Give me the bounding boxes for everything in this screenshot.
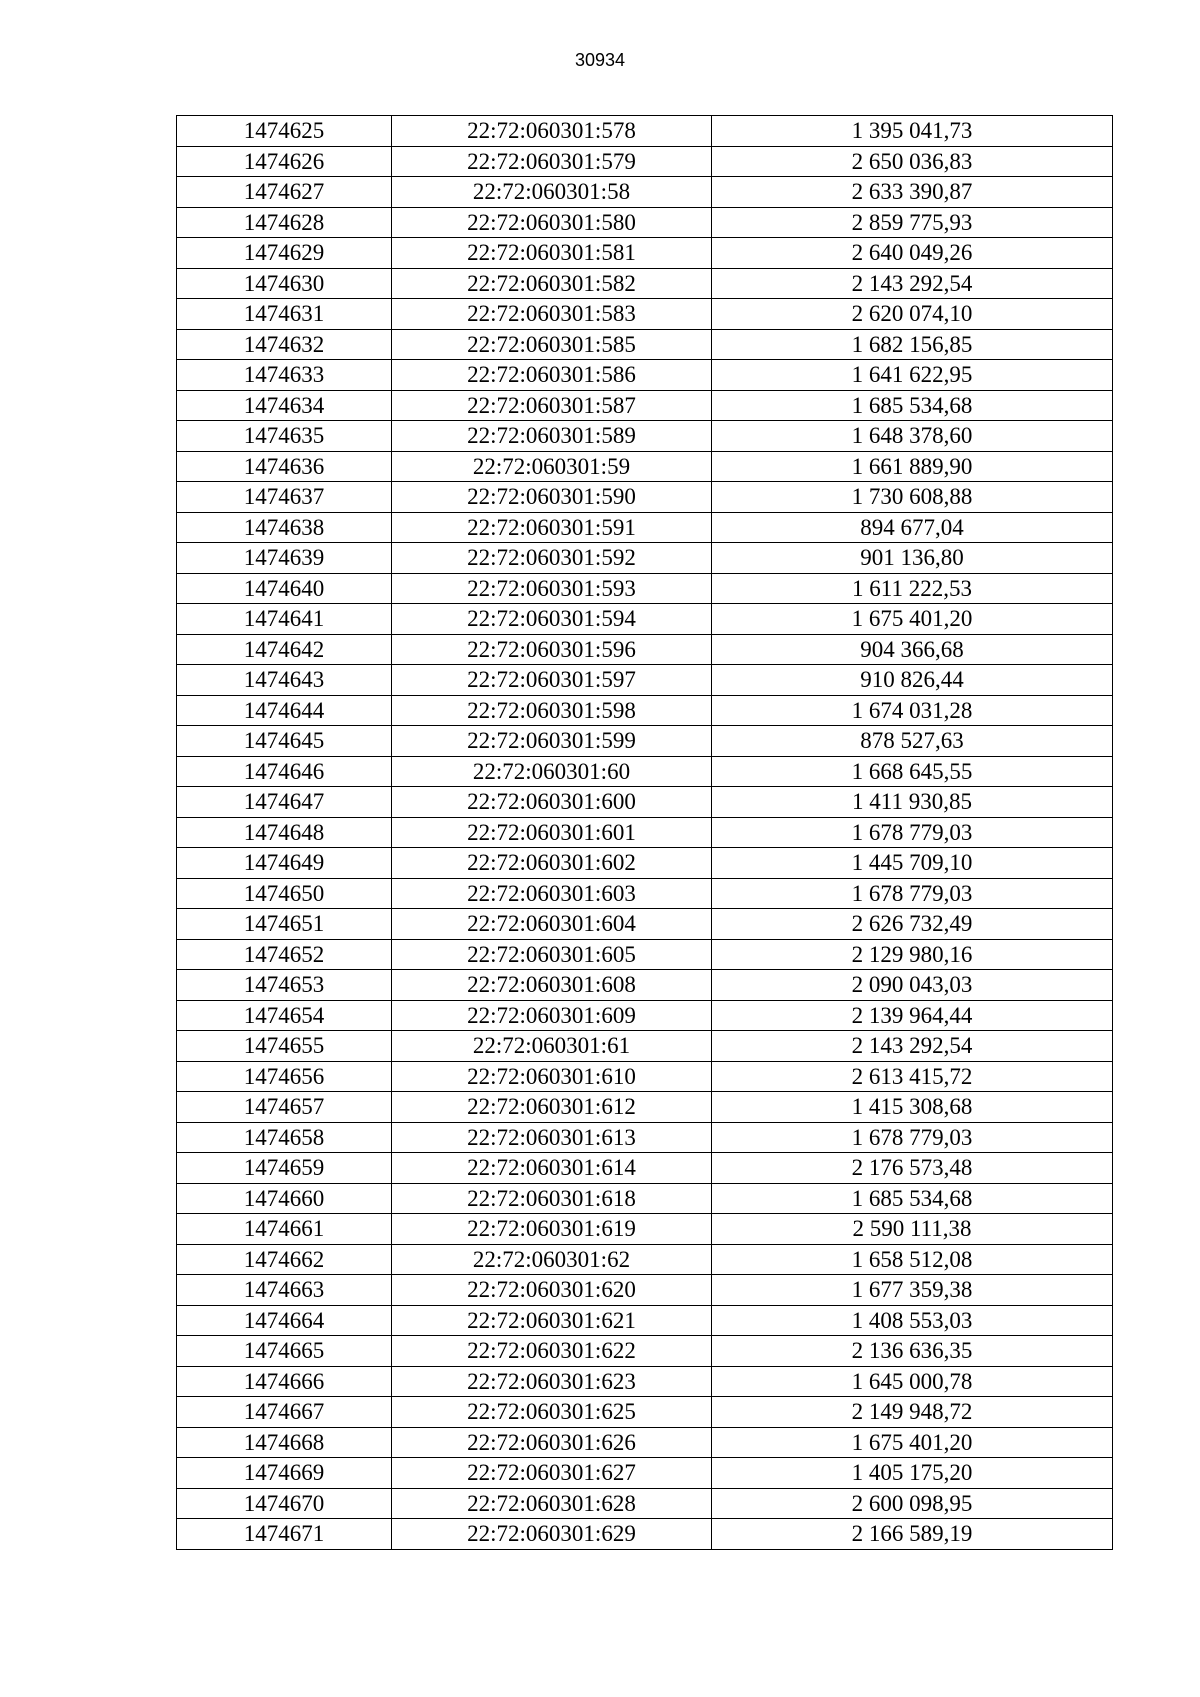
cadastral-number-cell: 22:72:060301:580 bbox=[392, 207, 712, 238]
cadastral-value-cell: 1 678 779,03 bbox=[712, 817, 1113, 848]
cadastral-value-cell: 1 675 401,20 bbox=[712, 604, 1113, 635]
cadastral-number-cell: 22:72:060301:586 bbox=[392, 360, 712, 391]
table-row bbox=[177, 970, 1113, 1001]
record-number-cell: 1474661 bbox=[177, 1214, 392, 1245]
record-number-cell: 1474655 bbox=[177, 1031, 392, 1062]
cadastral-number-cell: 22:72:060301:626 bbox=[392, 1427, 712, 1458]
cadastral-number-cell: 22:72:060301:597 bbox=[392, 665, 712, 696]
table-row bbox=[177, 207, 1113, 238]
table-row bbox=[177, 1275, 1113, 1306]
cadastral-value-cell: 1 411 930,85 bbox=[712, 787, 1113, 818]
table-row bbox=[177, 1366, 1113, 1397]
cadastral-value-cell: 2 143 292,54 bbox=[712, 268, 1113, 299]
record-number-cell: 1474645 bbox=[177, 726, 392, 757]
table-row bbox=[177, 116, 1113, 147]
record-number-cell: 1474654 bbox=[177, 1000, 392, 1031]
cadastral-number-cell: 22:72:060301:585 bbox=[392, 329, 712, 360]
cadastral-number-cell: 22:72:060301:621 bbox=[392, 1305, 712, 1336]
cadastral-value-cell: 2 166 589,19 bbox=[712, 1519, 1113, 1550]
record-number-cell: 1474626 bbox=[177, 146, 392, 177]
cadastral-number-cell: 22:72:060301:619 bbox=[392, 1214, 712, 1245]
record-number-cell: 1474656 bbox=[177, 1061, 392, 1092]
record-number-cell: 1474634 bbox=[177, 390, 392, 421]
cadastral-number-cell: 22:72:060301:601 bbox=[392, 817, 712, 848]
table-row bbox=[177, 1122, 1113, 1153]
record-number-cell: 1474652 bbox=[177, 939, 392, 970]
table-row bbox=[177, 695, 1113, 726]
record-number-cell: 1474666 bbox=[177, 1366, 392, 1397]
table-row bbox=[177, 329, 1113, 360]
cadastral-number-cell: 22:72:060301:582 bbox=[392, 268, 712, 299]
table-row bbox=[177, 604, 1113, 635]
table-row bbox=[177, 1458, 1113, 1489]
cadastral-value-cell: 2 600 098,95 bbox=[712, 1488, 1113, 1519]
cadastral-value-cell: 2 620 074,10 bbox=[712, 299, 1113, 330]
page-number: 30934 bbox=[574, 50, 626, 70]
cadastral-value-cell: 2 090 043,03 bbox=[712, 970, 1113, 1001]
cadastral-value-cell: 1 682 156,85 bbox=[712, 329, 1113, 360]
cadastral-number-cell: 22:72:060301:598 bbox=[392, 695, 712, 726]
cadastral-number-cell: 22:72:060301:613 bbox=[392, 1122, 712, 1153]
cadastral-number-cell: 22:72:060301:61 bbox=[392, 1031, 712, 1062]
cadastral-number-cell: 22:72:060301:628 bbox=[392, 1488, 712, 1519]
record-number-cell: 1474659 bbox=[177, 1153, 392, 1184]
cadastral-value-cell: 2 136 636,35 bbox=[712, 1336, 1113, 1367]
record-number-cell: 1474649 bbox=[177, 848, 392, 879]
cadastral-value-cell: 904 366,68 bbox=[712, 634, 1113, 665]
cadastral-number-cell: 22:72:060301:604 bbox=[392, 909, 712, 940]
cadastral-value-cell: 910 826,44 bbox=[712, 665, 1113, 696]
cadastral-value-cell: 2 139 964,44 bbox=[712, 1000, 1113, 1031]
record-number-cell: 1474631 bbox=[177, 299, 392, 330]
record-number-cell: 1474658 bbox=[177, 1122, 392, 1153]
cadastral-number-cell: 22:72:060301:62 bbox=[392, 1244, 712, 1275]
cadastral-number-cell: 22:72:060301:590 bbox=[392, 482, 712, 513]
cadastral-value-cell: 1 685 534,68 bbox=[712, 1183, 1113, 1214]
record-number-cell: 1474636 bbox=[177, 451, 392, 482]
cadastral-value-cell: 901 136,80 bbox=[712, 543, 1113, 574]
cadastral-value-cell: 1 648 378,60 bbox=[712, 421, 1113, 452]
record-number-cell: 1474630 bbox=[177, 268, 392, 299]
record-number-cell: 1474671 bbox=[177, 1519, 392, 1550]
record-number-cell: 1474639 bbox=[177, 543, 392, 574]
table-row bbox=[177, 482, 1113, 513]
cadastral-number-cell: 22:72:060301:623 bbox=[392, 1366, 712, 1397]
record-number-cell: 1474650 bbox=[177, 878, 392, 909]
cadastral-number-cell: 22:72:060301:579 bbox=[392, 146, 712, 177]
table-row bbox=[177, 787, 1113, 818]
cadastral-value-cell: 2 176 573,48 bbox=[712, 1153, 1113, 1184]
cadastral-value-cell: 878 527,63 bbox=[712, 726, 1113, 757]
record-number-cell: 1474667 bbox=[177, 1397, 392, 1428]
cadastral-number-cell: 22:72:060301:627 bbox=[392, 1458, 712, 1489]
table-row bbox=[177, 1061, 1113, 1092]
cadastral-value-cell: 2 149 948,72 bbox=[712, 1397, 1113, 1428]
cadastral-value-cell: 2 613 415,72 bbox=[712, 1061, 1113, 1092]
record-number-cell: 1474638 bbox=[177, 512, 392, 543]
cadastral-value-cell: 2 650 036,83 bbox=[712, 146, 1113, 177]
table-row bbox=[177, 299, 1113, 330]
cadastral-number-cell: 22:72:060301:593 bbox=[392, 573, 712, 604]
table-row bbox=[177, 1214, 1113, 1245]
cadastral-number-cell: 22:72:060301:610 bbox=[392, 1061, 712, 1092]
table-row bbox=[177, 909, 1113, 940]
cadastral-value-cell: 2 633 390,87 bbox=[712, 177, 1113, 208]
cadastral-number-cell: 22:72:060301:596 bbox=[392, 634, 712, 665]
record-number-cell: 1474670 bbox=[177, 1488, 392, 1519]
table-row bbox=[177, 421, 1113, 452]
cadastral-number-cell: 22:72:060301:589 bbox=[392, 421, 712, 452]
cadastral-number-cell: 22:72:060301:59 bbox=[392, 451, 712, 482]
record-number-cell: 1474632 bbox=[177, 329, 392, 360]
cadastral-value-cell: 1 678 779,03 bbox=[712, 878, 1113, 909]
cadastral-value-cell: 1 445 709,10 bbox=[712, 848, 1113, 879]
cadastral-number-cell: 22:72:060301:592 bbox=[392, 543, 712, 574]
table-row bbox=[177, 1000, 1113, 1031]
table-row bbox=[177, 1427, 1113, 1458]
record-number-cell: 1474642 bbox=[177, 634, 392, 665]
table-row bbox=[177, 1153, 1113, 1184]
cadastral-number-cell: 22:72:060301:620 bbox=[392, 1275, 712, 1306]
table-row bbox=[177, 878, 1113, 909]
cadastral-value-cell: 1 674 031,28 bbox=[712, 695, 1113, 726]
table-row bbox=[177, 817, 1113, 848]
record-number-cell: 1474657 bbox=[177, 1092, 392, 1123]
record-number-cell: 1474653 bbox=[177, 970, 392, 1001]
cadastral-value-cell: 1 658 512,08 bbox=[712, 1244, 1113, 1275]
registry-table bbox=[176, 115, 1113, 1550]
table-row bbox=[177, 1244, 1113, 1275]
cadastral-value-cell: 1 661 889,90 bbox=[712, 451, 1113, 482]
record-number-cell: 1474646 bbox=[177, 756, 392, 787]
cadastral-number-cell: 22:72:060301:605 bbox=[392, 939, 712, 970]
table-row bbox=[177, 1183, 1113, 1214]
record-number-cell: 1474651 bbox=[177, 909, 392, 940]
table-row bbox=[177, 1397, 1113, 1428]
cadastral-number-cell: 22:72:060301:578 bbox=[392, 116, 712, 147]
cadastral-number-cell: 22:72:060301:614 bbox=[392, 1153, 712, 1184]
cadastral-number-cell: 22:72:060301:609 bbox=[392, 1000, 712, 1031]
record-number-cell: 1474662 bbox=[177, 1244, 392, 1275]
table-row bbox=[177, 177, 1113, 208]
table-row bbox=[177, 1305, 1113, 1336]
cadastral-number-cell: 22:72:060301:629 bbox=[392, 1519, 712, 1550]
record-number-cell: 1474627 bbox=[177, 177, 392, 208]
table-row bbox=[177, 390, 1113, 421]
cadastral-value-cell: 1 730 608,88 bbox=[712, 482, 1113, 513]
table-row bbox=[177, 1488, 1113, 1519]
cadastral-number-cell: 22:72:060301:618 bbox=[392, 1183, 712, 1214]
record-number-cell: 1474641 bbox=[177, 604, 392, 635]
cadastral-value-cell: 2 640 049,26 bbox=[712, 238, 1113, 269]
cadastral-value-cell: 1 611 222,53 bbox=[712, 573, 1113, 604]
cadastral-value-cell: 2 143 292,54 bbox=[712, 1031, 1113, 1062]
cadastral-value-cell: 1 645 000,78 bbox=[712, 1366, 1113, 1397]
table-row bbox=[177, 146, 1113, 177]
table-row bbox=[177, 238, 1113, 269]
table-row bbox=[177, 1031, 1113, 1062]
table-row bbox=[177, 726, 1113, 757]
table-row bbox=[177, 573, 1113, 604]
record-number-cell: 1474637 bbox=[177, 482, 392, 513]
record-number-cell: 1474629 bbox=[177, 238, 392, 269]
cadastral-value-cell: 1 677 359,38 bbox=[712, 1275, 1113, 1306]
table-row bbox=[177, 939, 1113, 970]
table-row bbox=[177, 451, 1113, 482]
record-number-cell: 1474660 bbox=[177, 1183, 392, 1214]
cadastral-value-cell: 1 405 175,20 bbox=[712, 1458, 1113, 1489]
cadastral-number-cell: 22:72:060301:608 bbox=[392, 970, 712, 1001]
cadastral-number-cell: 22:72:060301:599 bbox=[392, 726, 712, 757]
record-number-cell: 1474647 bbox=[177, 787, 392, 818]
cadastral-value-cell: 1 415 308,68 bbox=[712, 1092, 1113, 1123]
cadastral-number-cell: 22:72:060301:594 bbox=[392, 604, 712, 635]
record-number-cell: 1474640 bbox=[177, 573, 392, 604]
record-number-cell: 1474644 bbox=[177, 695, 392, 726]
cadastral-number-cell: 22:72:060301:583 bbox=[392, 299, 712, 330]
record-number-cell: 1474633 bbox=[177, 360, 392, 391]
record-number-cell: 1474635 bbox=[177, 421, 392, 452]
cadastral-value-cell: 1 675 401,20 bbox=[712, 1427, 1113, 1458]
cadastral-value-cell: 2 859 775,93 bbox=[712, 207, 1113, 238]
table-row bbox=[177, 512, 1113, 543]
record-number-cell: 1474643 bbox=[177, 665, 392, 696]
record-number-cell: 1474648 bbox=[177, 817, 392, 848]
table-row bbox=[177, 360, 1113, 391]
cadastral-value-cell: 894 677,04 bbox=[712, 512, 1113, 543]
table-row bbox=[177, 848, 1113, 879]
record-number-cell: 1474665 bbox=[177, 1336, 392, 1367]
cadastral-value-cell: 1 641 622,95 bbox=[712, 360, 1113, 391]
table-row bbox=[177, 1519, 1113, 1550]
cadastral-value-cell: 1 408 553,03 bbox=[712, 1305, 1113, 1336]
cadastral-value-cell: 1 395 041,73 bbox=[712, 116, 1113, 147]
table-row bbox=[177, 1092, 1113, 1123]
cadastral-number-cell: 22:72:060301:612 bbox=[392, 1092, 712, 1123]
cadastral-value-cell: 1 685 534,68 bbox=[712, 390, 1113, 421]
table-row bbox=[177, 634, 1113, 665]
table-row bbox=[177, 543, 1113, 574]
cadastral-number-cell: 22:72:060301:602 bbox=[392, 848, 712, 879]
table-row bbox=[177, 756, 1113, 787]
table-row bbox=[177, 665, 1113, 696]
cadastral-number-cell: 22:72:060301:581 bbox=[392, 238, 712, 269]
registry-table-body bbox=[177, 116, 1113, 1550]
record-number-cell: 1474669 bbox=[177, 1458, 392, 1489]
record-number-cell: 1474628 bbox=[177, 207, 392, 238]
cadastral-number-cell: 22:72:060301:622 bbox=[392, 1336, 712, 1367]
record-number-cell: 1474668 bbox=[177, 1427, 392, 1458]
cadastral-value-cell: 2 626 732,49 bbox=[712, 909, 1113, 940]
cadastral-value-cell: 1 678 779,03 bbox=[712, 1122, 1113, 1153]
cadastral-number-cell: 22:72:060301:625 bbox=[392, 1397, 712, 1428]
cadastral-value-cell: 2 129 980,16 bbox=[712, 939, 1113, 970]
cadastral-value-cell: 2 590 111,38 bbox=[712, 1214, 1113, 1245]
cadastral-value-cell: 1 668 645,55 bbox=[712, 756, 1113, 787]
record-number-cell: 1474625 bbox=[177, 116, 392, 147]
record-number-cell: 1474663 bbox=[177, 1275, 392, 1306]
cadastral-number-cell: 22:72:060301:60 bbox=[392, 756, 712, 787]
cadastral-number-cell: 22:72:060301:600 bbox=[392, 787, 712, 818]
cadastral-number-cell: 22:72:060301:58 bbox=[392, 177, 712, 208]
cadastral-number-cell: 22:72:060301:591 bbox=[392, 512, 712, 543]
cadastral-number-cell: 22:72:060301:587 bbox=[392, 390, 712, 421]
record-number-cell: 1474664 bbox=[177, 1305, 392, 1336]
table-row bbox=[177, 1336, 1113, 1367]
cadastral-number-cell: 22:72:060301:603 bbox=[392, 878, 712, 909]
table-row bbox=[177, 268, 1113, 299]
